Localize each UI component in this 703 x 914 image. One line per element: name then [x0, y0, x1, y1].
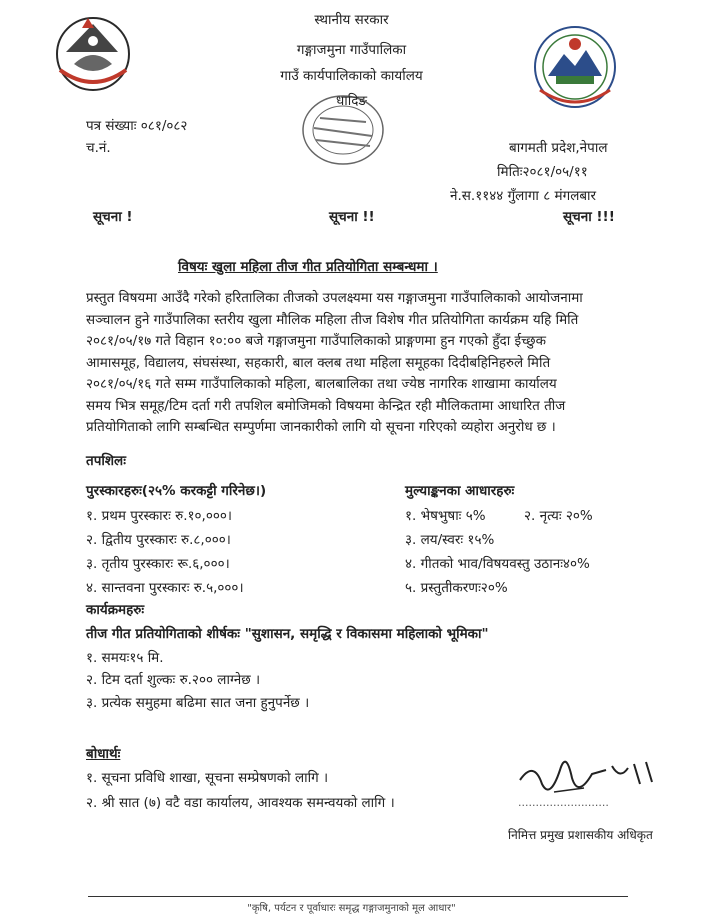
body-paragraph	[86, 288, 672, 439]
body-line: प्रस्तुत विषयमा आउँदै गरेको हरितालिका तीजको उपलक्ष्यमा यस गङ्गाजमुना गाउँपालिकाको आयोजनामा	[86, 290, 583, 306]
header-line2: गङ्गाजमुना गाउँपालिका	[296, 42, 407, 58]
header-line4: धादिङ	[335, 93, 368, 109]
notice-left: सूचना !	[93, 209, 133, 225]
criteria-item: ३. लय/स्वरः १५%	[405, 532, 495, 548]
notice-right: सूचना !!!	[563, 209, 615, 225]
criteria-item: ५. प्रस्तुतीकरणः२०%	[405, 580, 508, 596]
prize-item: ३. तृतीय पुरस्कारः रू.६,०००।	[86, 556, 230, 572]
prize-item: ४. सान्तवना पुरस्कारः रु.५,०००।	[86, 580, 244, 596]
program-item: २. टिम दर्ता शुल्कः रु.२०० लाग्नेछ ।	[86, 672, 261, 688]
signature-dots: ..........................	[518, 796, 609, 809]
programs-heading: कार्यक्रमहरुः	[86, 602, 145, 618]
footer-slogan: "कृषि, पर्यटन र पूर्वाधारः समृद्ध गङ्गाजमुनाको मूल आधार"	[247, 903, 456, 914]
subject-line: विषयः खुला महिला तीज गीत प्रतियोगिता सम्बन्धमा ।	[178, 259, 438, 275]
bodharth-item: २. श्री सात (७) वटै वडा कार्यालय, आवश्यक समन्वयको लागि ।	[86, 795, 395, 811]
program-item: १. समयः१५ मि.	[86, 650, 164, 666]
body-line: २०८१/०५/१७ गते विहान १०:०० बजे गङ्गाजमुना गाउँपालिकाको प्राङ्गणमा हुन गएको हुँदा ईच्छुक	[86, 333, 546, 349]
signature-title: निमित्त प्रमुख प्रशासकीय अधिकृत	[508, 828, 653, 842]
letter-number: पत्र संख्याः ०८१/०८२	[86, 118, 188, 134]
date-label: मितिः२०८१/०५/११	[497, 164, 588, 180]
prize-item: २. द्वितीय पुरस्कारः रु.८,०००।	[86, 532, 231, 548]
body-line: आमासमूह, विद्यालय, संघसंस्था, सहकारी, बाल क्लब तथा महिला समूहका दिदीबहिनिहरुले मिति	[86, 354, 551, 371]
header-line1: स्थानीय सरकार	[314, 12, 389, 28]
body-line: प्रतियोगिताको लागि सम्बन्धित सम्पुर्णमा जानकारीको लागि यो सूचना गरिएको व्यहोरा अनुरोध छ ।	[86, 419, 556, 435]
notice-middle: सूचना !!	[329, 209, 375, 225]
bodharth-heading: बोधार्थः	[86, 746, 121, 762]
bodharth-item: १. सूचना प्रविधि शाखा, सूचना सम्प्रेषणको लागि ।	[86, 770, 329, 786]
province-label: बागमती प्रदेश,नेपाल	[509, 140, 608, 156]
body-line: २०८१/०५/१६ गते सम्म गाउँपालिकाको महिला, बालबालिका तथा ज्येष्ठ नागरिक शाखामा कार्यालय	[86, 376, 557, 392]
criteria-item: २. नृत्यः २०%	[524, 508, 593, 524]
dispatch-number: च.नं.	[86, 140, 111, 156]
prize-item: १. प्रथम पुरस्कारः रु.१०,०००।	[86, 508, 232, 524]
program-theme: तीज गीत प्रतियोगिताको शीर्षकः "सुशासन, समृद्धि र विकासमा महिलाको भूमिका"	[86, 626, 489, 642]
footer-divider	[88, 896, 628, 897]
program-item: ३. प्रत्येक समुहमा बढिमा सात जना हुनुपर्नेछ ।	[86, 695, 310, 711]
tapasil-heading: तपशिलः	[86, 453, 126, 469]
prizes-heading: पुरस्कारहरुः(२५% करकट्टी गरिनेछ।)	[86, 483, 267, 499]
body-line: समय भित्र समूह/टिम दर्ता गरी तपशिल बमोजिमको विषयमा केन्द्रित रही मौलिकतामा आधारित तीज	[86, 397, 566, 414]
criteria-item: ४. गीतको भाव/विषयवस्तु उठानः४०%	[405, 556, 590, 572]
nepal-sambat-date: ने.स.११४४ गुँलागा ८ मंगलबार	[450, 188, 597, 204]
criteria-item: १. भेषभुषाः ५%	[405, 508, 486, 524]
criteria-heading: मुल्याङ्कनका आधारहरुः	[405, 483, 515, 499]
body-line: सञ्चालन हुने गाउँपालिका स्तरीय खुला मौलिक महिला तीज विशेष गीत प्रतियोगिता कार्यक्रम यहि मिति	[86, 311, 579, 328]
office-stamp	[298, 90, 388, 170]
header-line3: गाउँ कार्यपालिकाको कार्यालय	[280, 68, 423, 84]
